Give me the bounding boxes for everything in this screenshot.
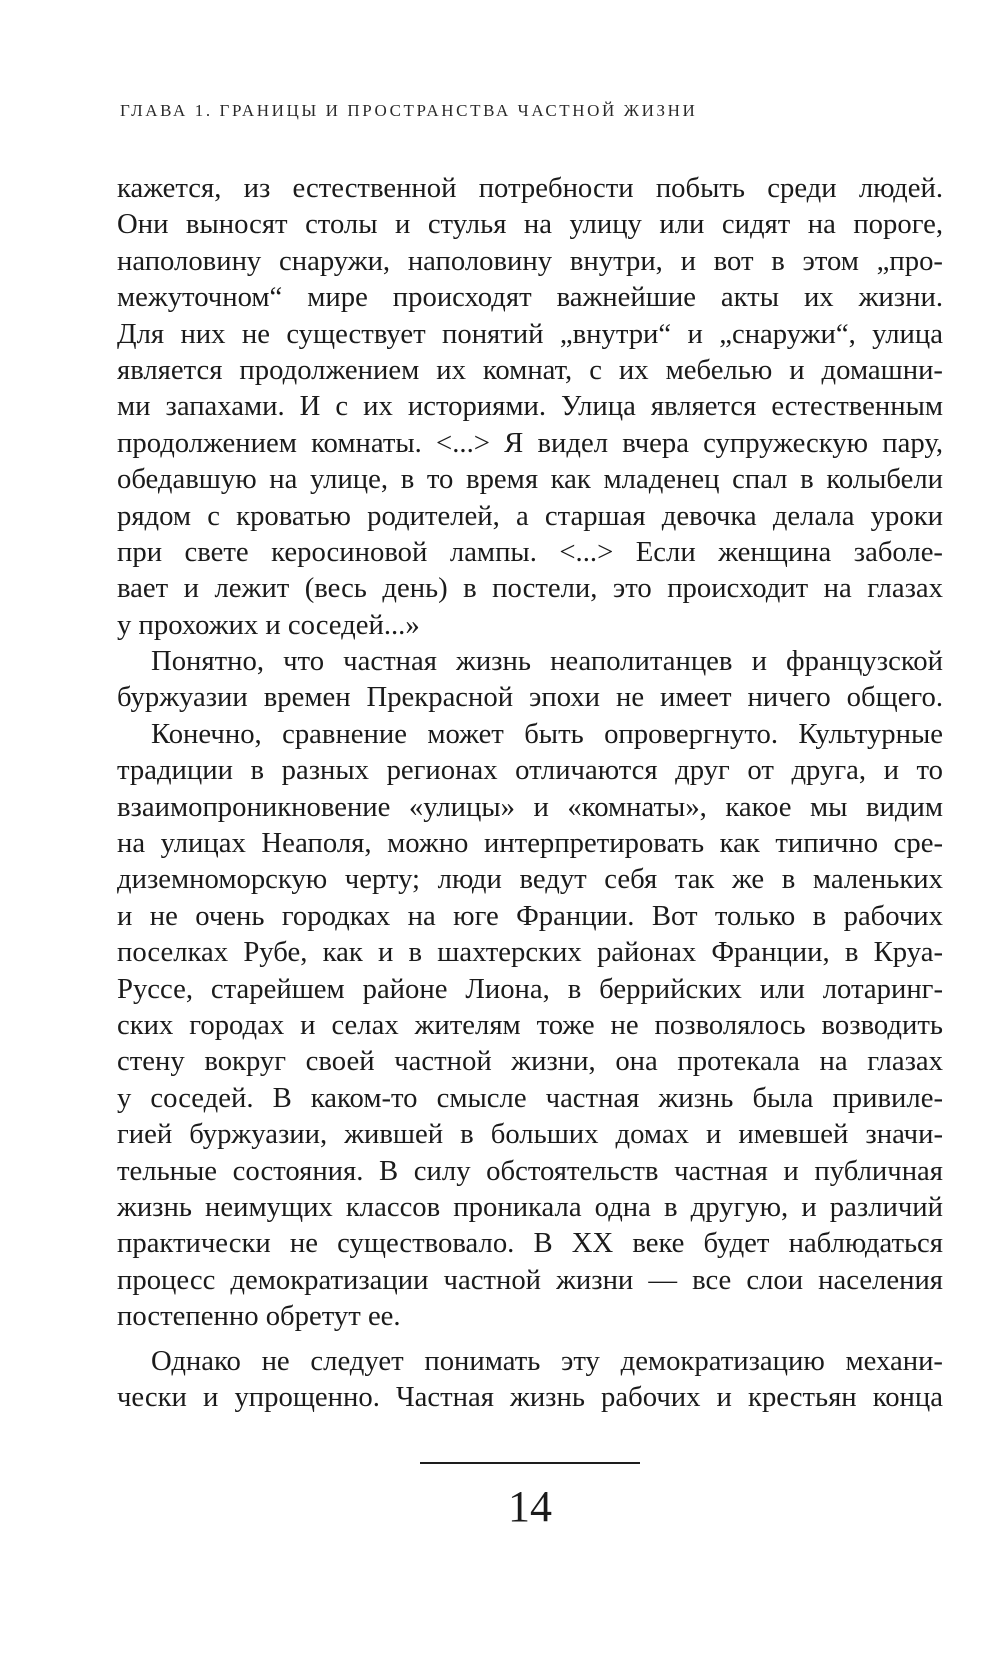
- text-line: рядом с кроватью родителей, а старшая девочка делала уроки: [117, 499, 943, 532]
- text-line: обедавшую на улице, в то время как младенец спал в колыбели: [117, 463, 943, 496]
- text-line: Конечно, сравнение может быть опровергнуто. Культурные: [151, 717, 943, 750]
- text-line: Руссе, старейшем районе Лиона, в беррийских или лотаринг-: [117, 972, 943, 1005]
- text-line: процесс демократизации частной жизни — все слои населения: [117, 1263, 943, 1296]
- text-line: ских городах и селах жителям тоже не позволялось возводить: [117, 1008, 943, 1041]
- text-line: Они выносят столы и стулья на улицу или сидят на пороге,: [117, 208, 943, 241]
- text-line: наполовину снаружи, наполовину внутри, и вот в этом „про-: [117, 244, 943, 277]
- text-line: и не очень городках на юге Франции. Вот только в рабочих: [117, 899, 943, 932]
- paragraph: [117, 643, 943, 716]
- paragraph: [117, 716, 943, 1335]
- body-text: [117, 170, 943, 1415]
- text-line: постепенно обретут ее.: [117, 1300, 401, 1333]
- text-line: взаимопроникновение «улицы» и «комнаты», какое мы видим: [117, 790, 943, 823]
- text-line: тельные состояния. В силу обстоятельств частная и публичная: [117, 1154, 943, 1187]
- text-line: Однако не следует понимать эту демократизацию механи-: [151, 1344, 943, 1377]
- text-line: кажется, из естественной потребности побыть среди людей.: [117, 172, 943, 204]
- text-line: поселках Рубе, как и в шахтерских районах Франции, в Круа-: [117, 936, 943, 969]
- text-line: при свете керосиновой лампы. <...> Если женщина заболе-: [117, 535, 943, 568]
- page-number: 14: [508, 1482, 552, 1531]
- running-head: ГЛАВА 1. ГРАНИЦЫ И ПРОСТРАНСТВА ЧАСТНОЙ ЖИЗНИ: [120, 101, 698, 120]
- paragraph: [117, 170, 943, 643]
- text-line: у соседей. В каком-то смысле частная жизнь была привиле-: [117, 1081, 943, 1114]
- text-line: жизнь неимущих классов проникала одна в другую, и различий: [117, 1190, 943, 1223]
- text-line: является продолжением их комнат, с их мебелью и домашни-: [117, 353, 943, 386]
- text-line: практически не существовало. В XX веке будет наблюдаться: [117, 1227, 943, 1260]
- text-line: вает и лежит (весь день) в постели, это происходит на глазах: [117, 572, 943, 605]
- text-line: межуточном“ мире происходят важнейшие акты их жизни.: [117, 281, 943, 314]
- paragraph-gap: [117, 1335, 943, 1343]
- text-line: чески и упрощенно. Частная жизнь рабочих и крестьян конца: [117, 1380, 943, 1413]
- folio-rule: [420, 1462, 640, 1464]
- text-line: гией буржуазии, жившей в больших домах и имевшей значи-: [117, 1118, 943, 1151]
- text-line: Для них не существует понятий „внутри“ и „снаружи“, улица: [117, 317, 943, 350]
- text-line: диземноморскую черту; люди ведут себя так же в маленьких: [117, 863, 943, 896]
- text-line: у прохожих и соседей...»: [117, 608, 420, 641]
- text-line: традиции в разных регионах отличаются друг от друга, и то: [117, 754, 943, 787]
- paragraph: [117, 1343, 943, 1416]
- text-line: стену вокруг своей частной жизни, она протекала на глазах: [117, 1045, 943, 1078]
- text-line: на улицах Неаполя, можно интерпретировать как типично сре-: [117, 827, 943, 860]
- text-line: продолжением комнаты. <...> Я видел вчера супружескую пару,: [117, 426, 943, 459]
- text-line: ми запахами. И с их историями. Улица является естественным: [117, 390, 943, 423]
- text-line: буржуазии времен Прекрасной эпохи не имеет ничего общего.: [117, 681, 943, 714]
- text-line: Понятно, что частная жизнь неаполитанцев и французской: [151, 645, 943, 678]
